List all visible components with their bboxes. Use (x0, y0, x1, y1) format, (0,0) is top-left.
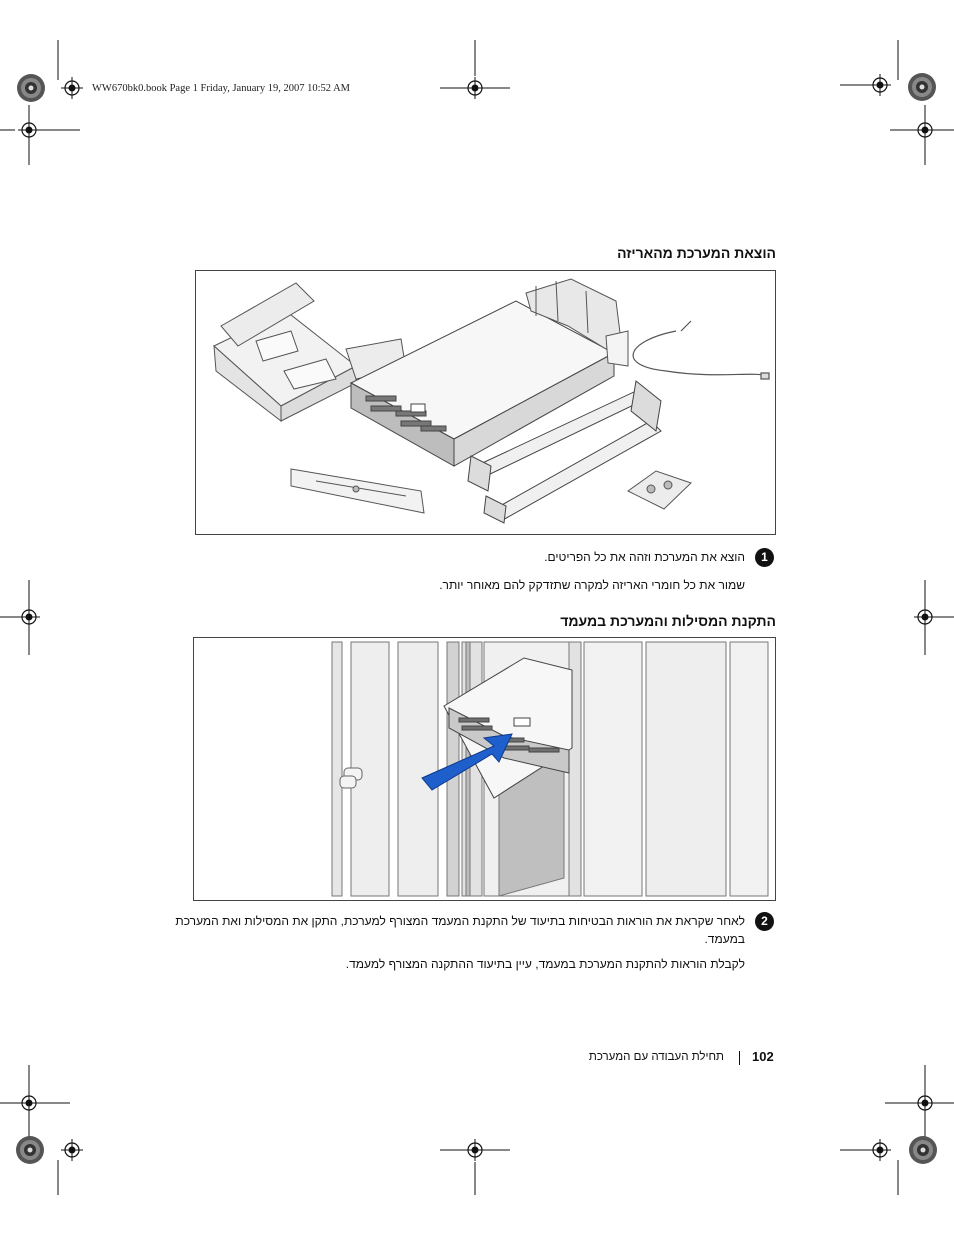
step-1-note: שמור את כל חומרי האריזה למקרה שתזדקק להם מאוחר יותר. (439, 578, 745, 592)
step-2-note: לקבלת הוראות להתקנת המערכת במעמד, עיין בתיעוד ההתקנה המצורף למעמד. (345, 957, 745, 971)
step-number-badge: 1 (755, 548, 774, 567)
step-number-badge: 2 (755, 912, 774, 931)
front-bezel-drawing (291, 469, 424, 513)
power-cord-drawing (633, 321, 769, 379)
footer-chapter-label: תחילת העבודה עם המערכת (588, 1051, 724, 1063)
documentation-drawing (628, 471, 691, 509)
step-2-instruction: לאחר שקראת את הוראות הבטיחות בתיעוד של התקנת המעמד המצורף למערכת, התקן את המסילות ואת המערכת במעמד. (175, 914, 745, 946)
unpacking-illustration (195, 270, 776, 535)
step-1-instruction: הוצא את המערכת וזהה את כל הפריטים. (544, 550, 745, 564)
footer-divider (739, 1051, 740, 1065)
rack-install-illustration (193, 637, 776, 901)
page-number: 102 (752, 1049, 774, 1064)
section-title-rack-install: התקנת המסילות והמערכת במעמד (560, 613, 776, 629)
section-title-unpacking: הוצאת המערכת מהאריזה (617, 245, 776, 261)
print-header: WW670bk0.book Page 1 Friday, January 19, 2007 10:52 AM (92, 83, 350, 94)
